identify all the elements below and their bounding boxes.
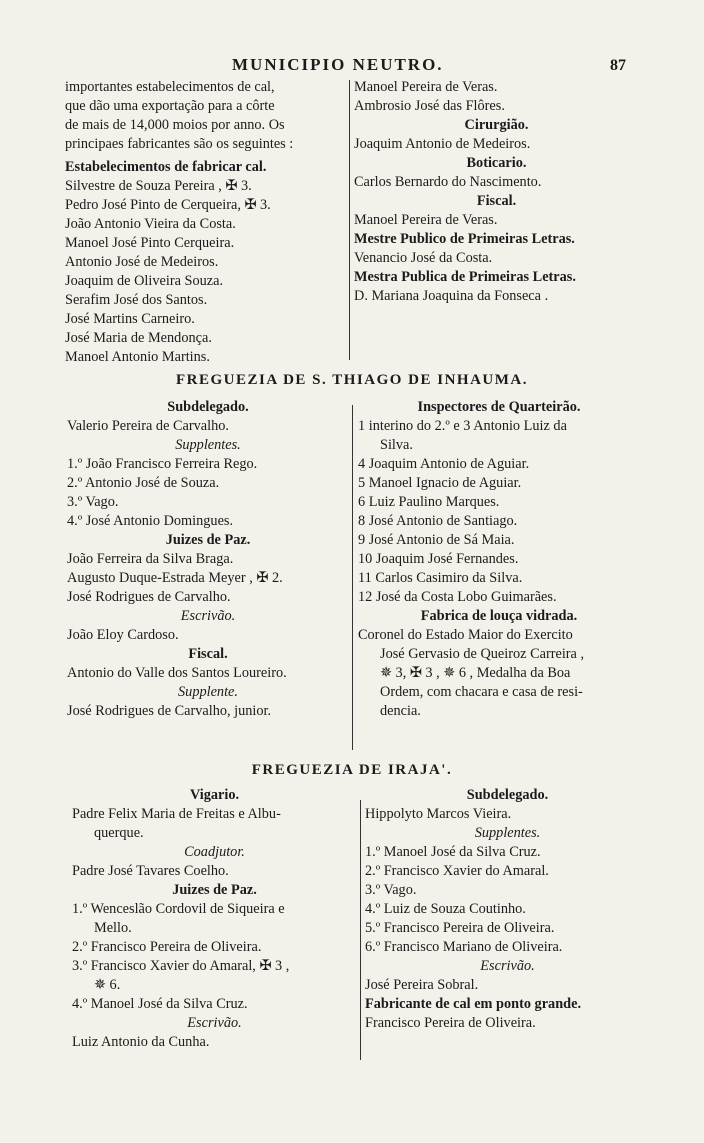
list-item: 6.º Francisco Mariano de Oliveira. [365,939,563,955]
subsection-label: Escrivão. [187,1015,242,1031]
list-item: 1 interino do 2.º e 3 Antonio Luiz da [358,418,567,434]
subsection-heading: Juizes de Paz. [172,882,257,898]
list-item: Joaquim Antonio de Medeiros. [354,136,531,152]
subsection-label: Escrivão. [180,608,236,624]
list-item: 12 José da Costa Lobo Guimarães. [358,589,557,605]
list-item: 2.º Francisco Pereira de Oliveira. [72,939,262,955]
list-item: 1.º João Francisco Ferreira Rego. [67,456,258,472]
subsection-heading: Vigario. [189,787,240,803]
subsection-heading: Mestre Publico de Primeiras Letras. [354,231,575,247]
iraja-left-column [72,786,357,1052]
continuation-line: Silva. [380,437,413,453]
list-item: Joaquim de Oliveira Souza. [65,273,224,289]
intro-line: principaes fabricantes são os seguintes : [65,136,294,152]
list-item: Manoel Antonio Martins. [65,349,210,365]
continuation-line: ✵ 6. [94,977,121,993]
list-item: Manoel José Pinto Cerqueira. [65,235,235,251]
subsection-heading: Boticario. [466,155,527,171]
list-item: 3.º Francisco Xavier do Amaral, ✠ 3 , [72,958,290,974]
list-item: Antonio do Valle dos Santos Loureiro. [67,665,287,681]
list-item: José Martins Carneiro. [65,311,195,327]
list-item: 4.º José Antonio Domingues. [67,513,234,529]
continuation-line: Mello. [94,920,132,936]
list-item: Manoel Pereira de Veras. [354,79,498,95]
section-title-iraja: FREGUEZIA DE IRAJA'. [251,762,453,778]
list-item: 4.º Manoel José da Silva Cruz. [72,996,248,1012]
inhauma-left-column [67,398,349,721]
subsection-heading: Subdelegado. [167,399,249,415]
subsection-label: Escrivão. [480,958,535,974]
list-item: 1.º Wenceslão Cordovil de Siqueira e [72,901,285,917]
column-divider [349,80,350,360]
top-left-column [65,78,347,367]
list-item: 4 Joaquim Antonio de Aguiar. [358,456,530,472]
list-item: Manoel Pereira de Veras. [354,212,498,228]
intro-line: de mais de 14,000 moios por anno. Os [65,117,285,133]
list-item: 4.º Luiz de Souza Coutinho. [365,901,526,917]
subsection-heading: Subdelegado. [466,787,549,803]
list-item: 2.º Francisco Xavier do Amaral. [365,863,549,879]
list-item: Valerio Pereira de Carvalho. [67,418,229,434]
page-number: 87 [610,57,626,74]
subsection-heading: Fiscal. [188,646,228,662]
list-item: João Ferreira da Silva Braga. [67,551,234,567]
subsection-heading: Juizes de Paz. [165,532,251,548]
list-item: 3.º Vago. [67,494,119,510]
list-item: Coronel do Estado Maior do Exercito [358,627,573,643]
subsection-heading: Cirurgião. [464,117,529,133]
list-item: Pedro José Pinto de Cerqueira, ✠ 3. [65,197,271,213]
list-item: 6 Luiz Paulino Marques. [358,494,500,510]
continuation-line: dencia. [380,703,421,719]
page-title: MUNICIPIO NEUTRO. [232,55,444,74]
column-divider [360,800,361,1060]
continuation-line: Ordem, com chacara e casa de resi- [380,684,583,700]
continuation-line: José Gervasio de Queiroz Carreira , [380,646,585,662]
list-item: Francisco Pereira de Oliveira. [365,1015,536,1031]
iraja-right-column [365,786,650,1033]
subsection-label: Supplente. [178,684,238,700]
subsection-label: Supplentes. [474,825,541,841]
intro-line: importantes estabelecimentos de cal, [65,79,275,95]
list-item: Hippolyto Marcos Vieira. [365,806,512,822]
subsection-heading: Inspectores de Quarteirão. [417,399,581,415]
list-item: Carlos Bernardo do Nascimento. [354,174,542,190]
list-item: 10 Joaquim José Fernandes. [358,551,519,567]
list-item: Luiz Antonio da Cunha. [72,1034,210,1050]
list-item: 11 Carlos Casimiro da Silva. [358,570,523,586]
continuation-line: ✵ 3, ✠ 3 , ✵ 6 , Medalha da Boa [380,665,571,681]
subsection-label: Coadjutor. [184,844,245,860]
continuation-line: querque. [94,825,144,841]
list-item: Serafim José dos Santos. [65,292,208,308]
list-item: Ambrosio José das Flôres. [354,98,505,114]
list-item: Padre José Tavares Coelho. [72,863,229,879]
top-right-column [354,78,639,306]
list-item: João Eloy Cardoso. [67,627,179,643]
inhauma-right-column [358,398,640,721]
subsection-heading: Mestra Publica de Primeiras Letras. [354,269,576,285]
list-item: 2.º Antonio José de Souza. [67,475,220,491]
list-item: 9 José Antonio de Sá Maia. [358,532,515,548]
list-item: 1.º Manoel José da Silva Cruz. [365,844,541,860]
subsection-heading: Fabricante de cal em ponto grande. [365,996,582,1012]
subsection-label: Supplentes. [175,437,241,453]
list-item: Silvestre de Souza Pereira , ✠ 3. [65,178,252,194]
list-item: Augusto Duque-Estrada Meyer , ✠ 2. [67,570,283,586]
list-item: D. Mariana Joaquina da Fonseca . [354,288,549,304]
list-item: João Antonio Vieira da Costa. [65,216,236,232]
subsection-heading: Fiscal. [476,193,517,209]
list-item: Antonio José de Medeiros. [65,254,219,270]
list-item: José Maria de Mendonça. [65,330,212,346]
intro-line: que dão uma exportação para a côrte [65,98,275,114]
subsection-heading: Fabrica de louça vidrada. [420,608,578,624]
list-item: José Rodrigues de Carvalho. [67,589,231,605]
section-heading: Estabelecimentos de fabricar cal. [65,159,267,175]
list-item: Venancio José da Costa. [354,250,493,266]
section-title-inhauma: FREGUEZIA DE S. THIAGO DE INHAUMA. [175,372,529,388]
list-item: 5.º Francisco Pereira de Oliveira. [365,920,555,936]
list-item: José Rodrigues de Carvalho, junior. [67,703,272,719]
list-item: 3.º Vago. [365,882,417,898]
column-divider [352,405,353,750]
list-item: 5 Manoel Ignacio de Aguiar. [358,475,522,491]
list-item: José Pereira Sobral. [365,977,479,993]
list-item: Padre Felix Maria de Freitas e Albu- [72,806,281,822]
list-item: 8 José Antonio de Santiago. [358,513,518,529]
page-header [0,55,704,79]
